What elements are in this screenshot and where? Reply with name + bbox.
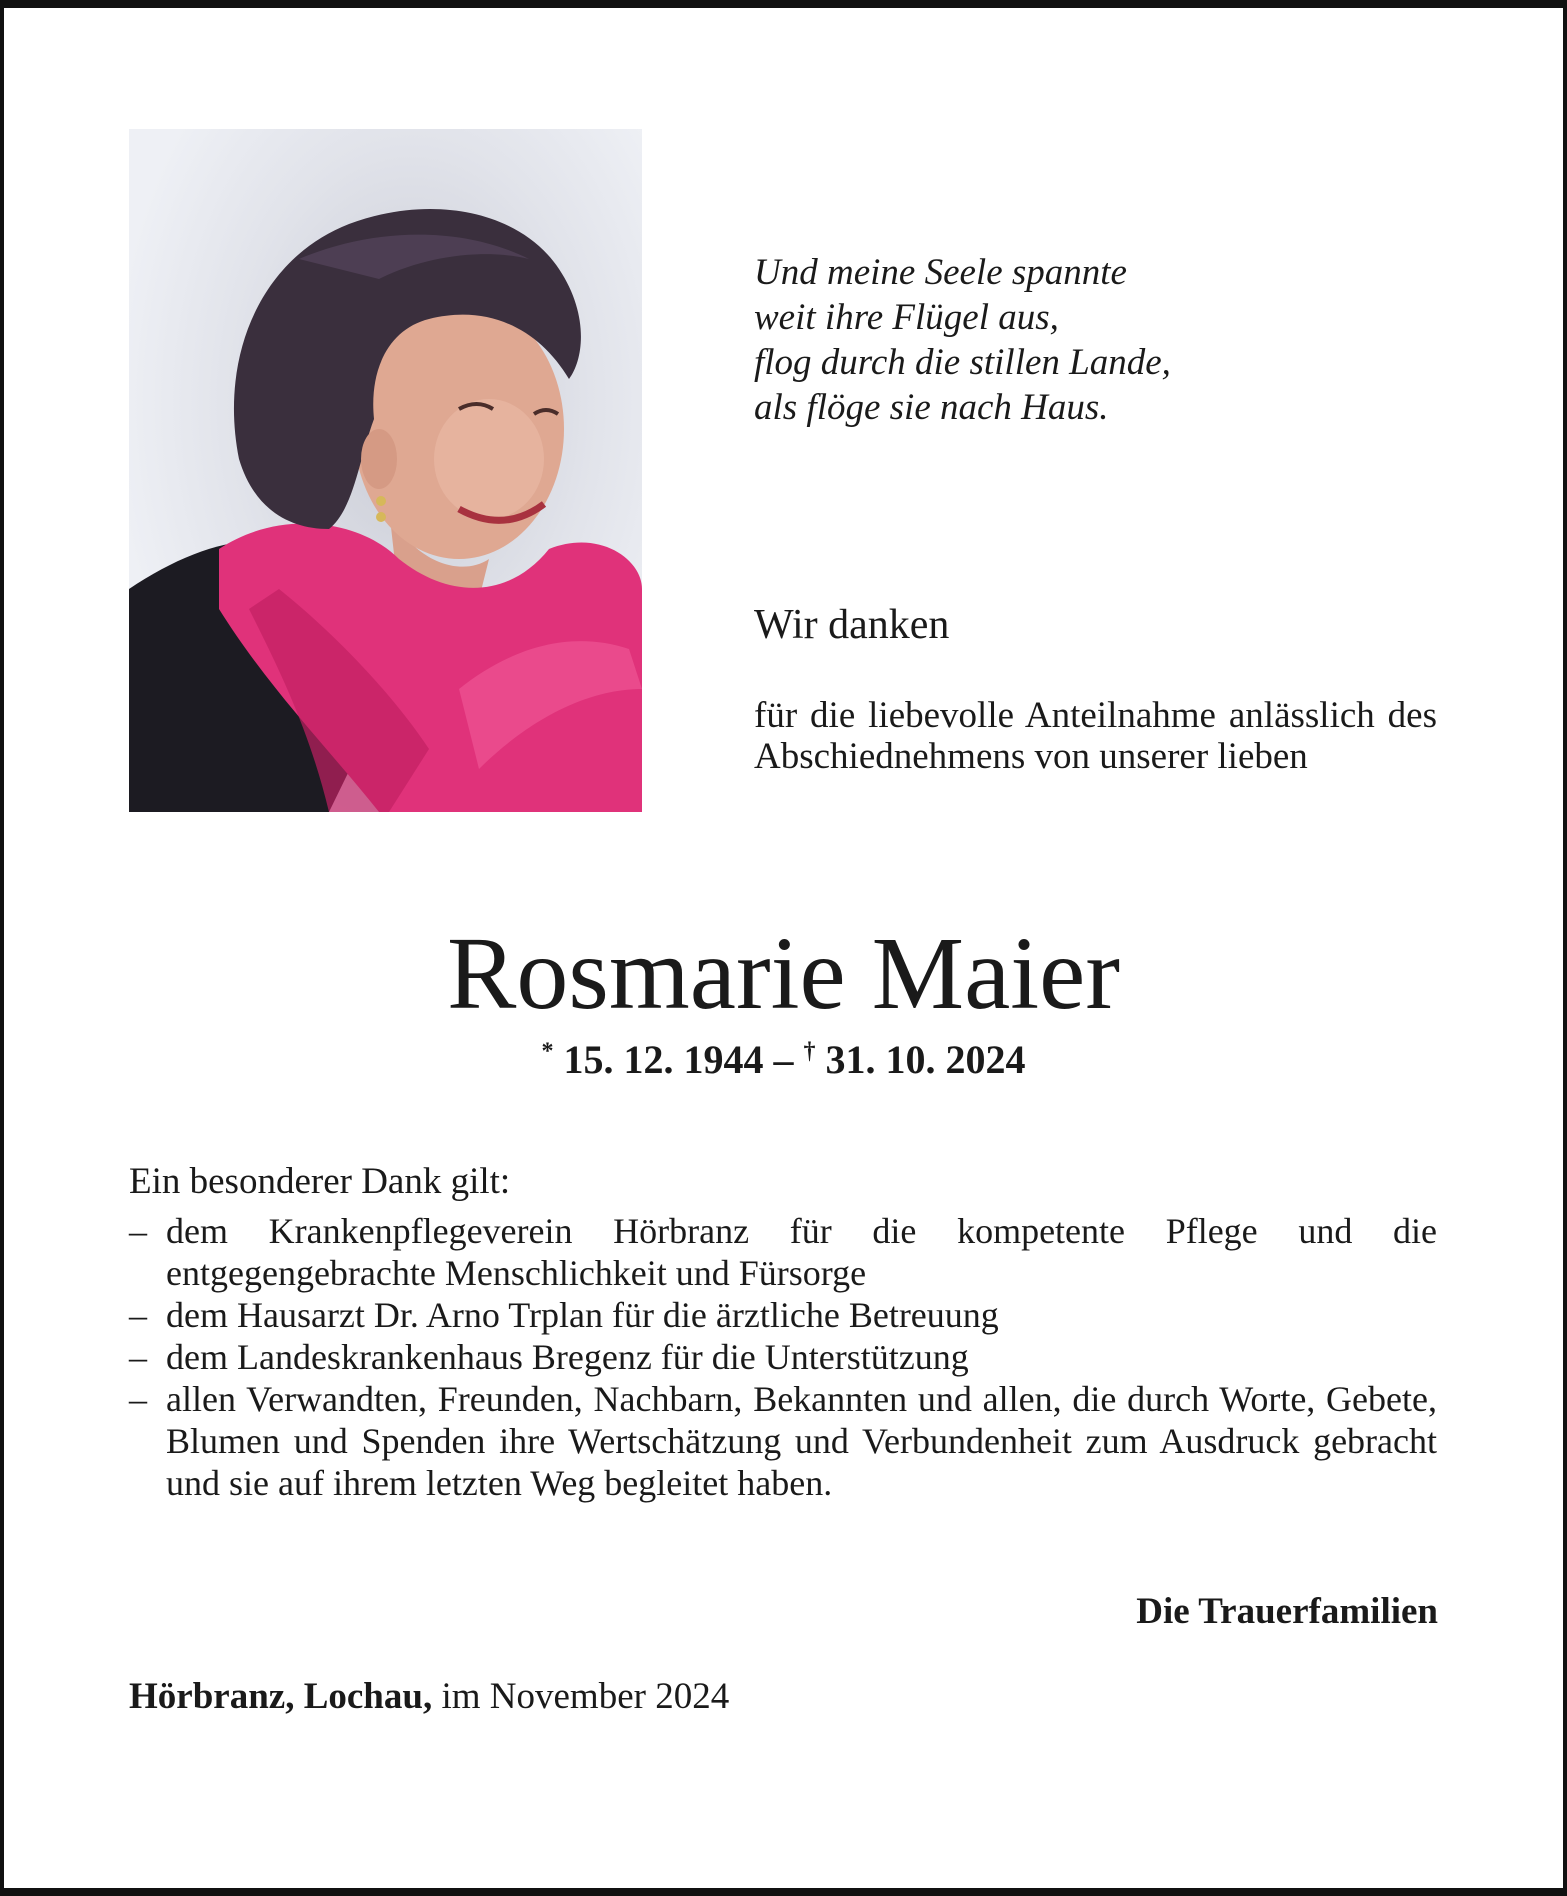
birth-date: 15. 12. 1944 [563, 1037, 764, 1082]
poem-line: weit ihre Flügel aus, [754, 297, 1059, 338]
poem-line: flog durch die stillen Lande, [754, 342, 1171, 383]
death-date: 31. 10. 2024 [825, 1037, 1026, 1082]
place-names: Hörbranz, Lochau, [129, 1676, 433, 1717]
poem-line: Und meine Seele spannte [754, 252, 1127, 293]
list-item: – dem Krankenpflegeverein Hörbranz für die kompetente Pflege und die entgegengebrachte Menschlichkeit und Fürsorge [129, 1210, 1437, 1294]
deceased-name: Rosmarie Maier [447, 916, 1120, 1031]
list-item: – dem Hausarzt Dr. Arno Trplan für die ärztliche Betreuung [129, 1294, 1437, 1336]
life-dates [0, 1036, 1567, 1083]
birth-symbol: * [541, 1038, 554, 1065]
list-item: – dem Landeskrankenhaus Bregenz für die Unterstützung [129, 1336, 1437, 1378]
gratitude-heading: Ein besonderer Dank gilt: [129, 1161, 511, 1202]
list-item: – allen Verwandten, Freunden, Nachbarn, Bekannten und allen, die durch Worte, Gebete, Blumen und Spenden ihre Wertschätzung und Verbundenheit zum Ausdruck gebracht und sie auf ihrem letzten Weg begleitet haben. [129, 1378, 1437, 1504]
portrait-illustration [129, 129, 642, 812]
thanks-heading: Wir danken [754, 602, 950, 648]
signature: Die Trauerfamilien [1136, 1591, 1438, 1632]
place-date: im November 2024 [432, 1676, 730, 1717]
date-separator: – [763, 1037, 804, 1082]
poem [754, 250, 1171, 430]
gratitude-list [129, 1210, 1437, 1504]
intro-text: für die liebevolle Anteilnahme anlässlich des Abschiednehmens von unserer lieben [754, 695, 1437, 777]
poem-line: als flöge sie nach Haus. [754, 387, 1109, 428]
place-date-line [129, 1675, 729, 1718]
portrait-photo [129, 129, 642, 812]
death-symbol: † [803, 1038, 816, 1065]
